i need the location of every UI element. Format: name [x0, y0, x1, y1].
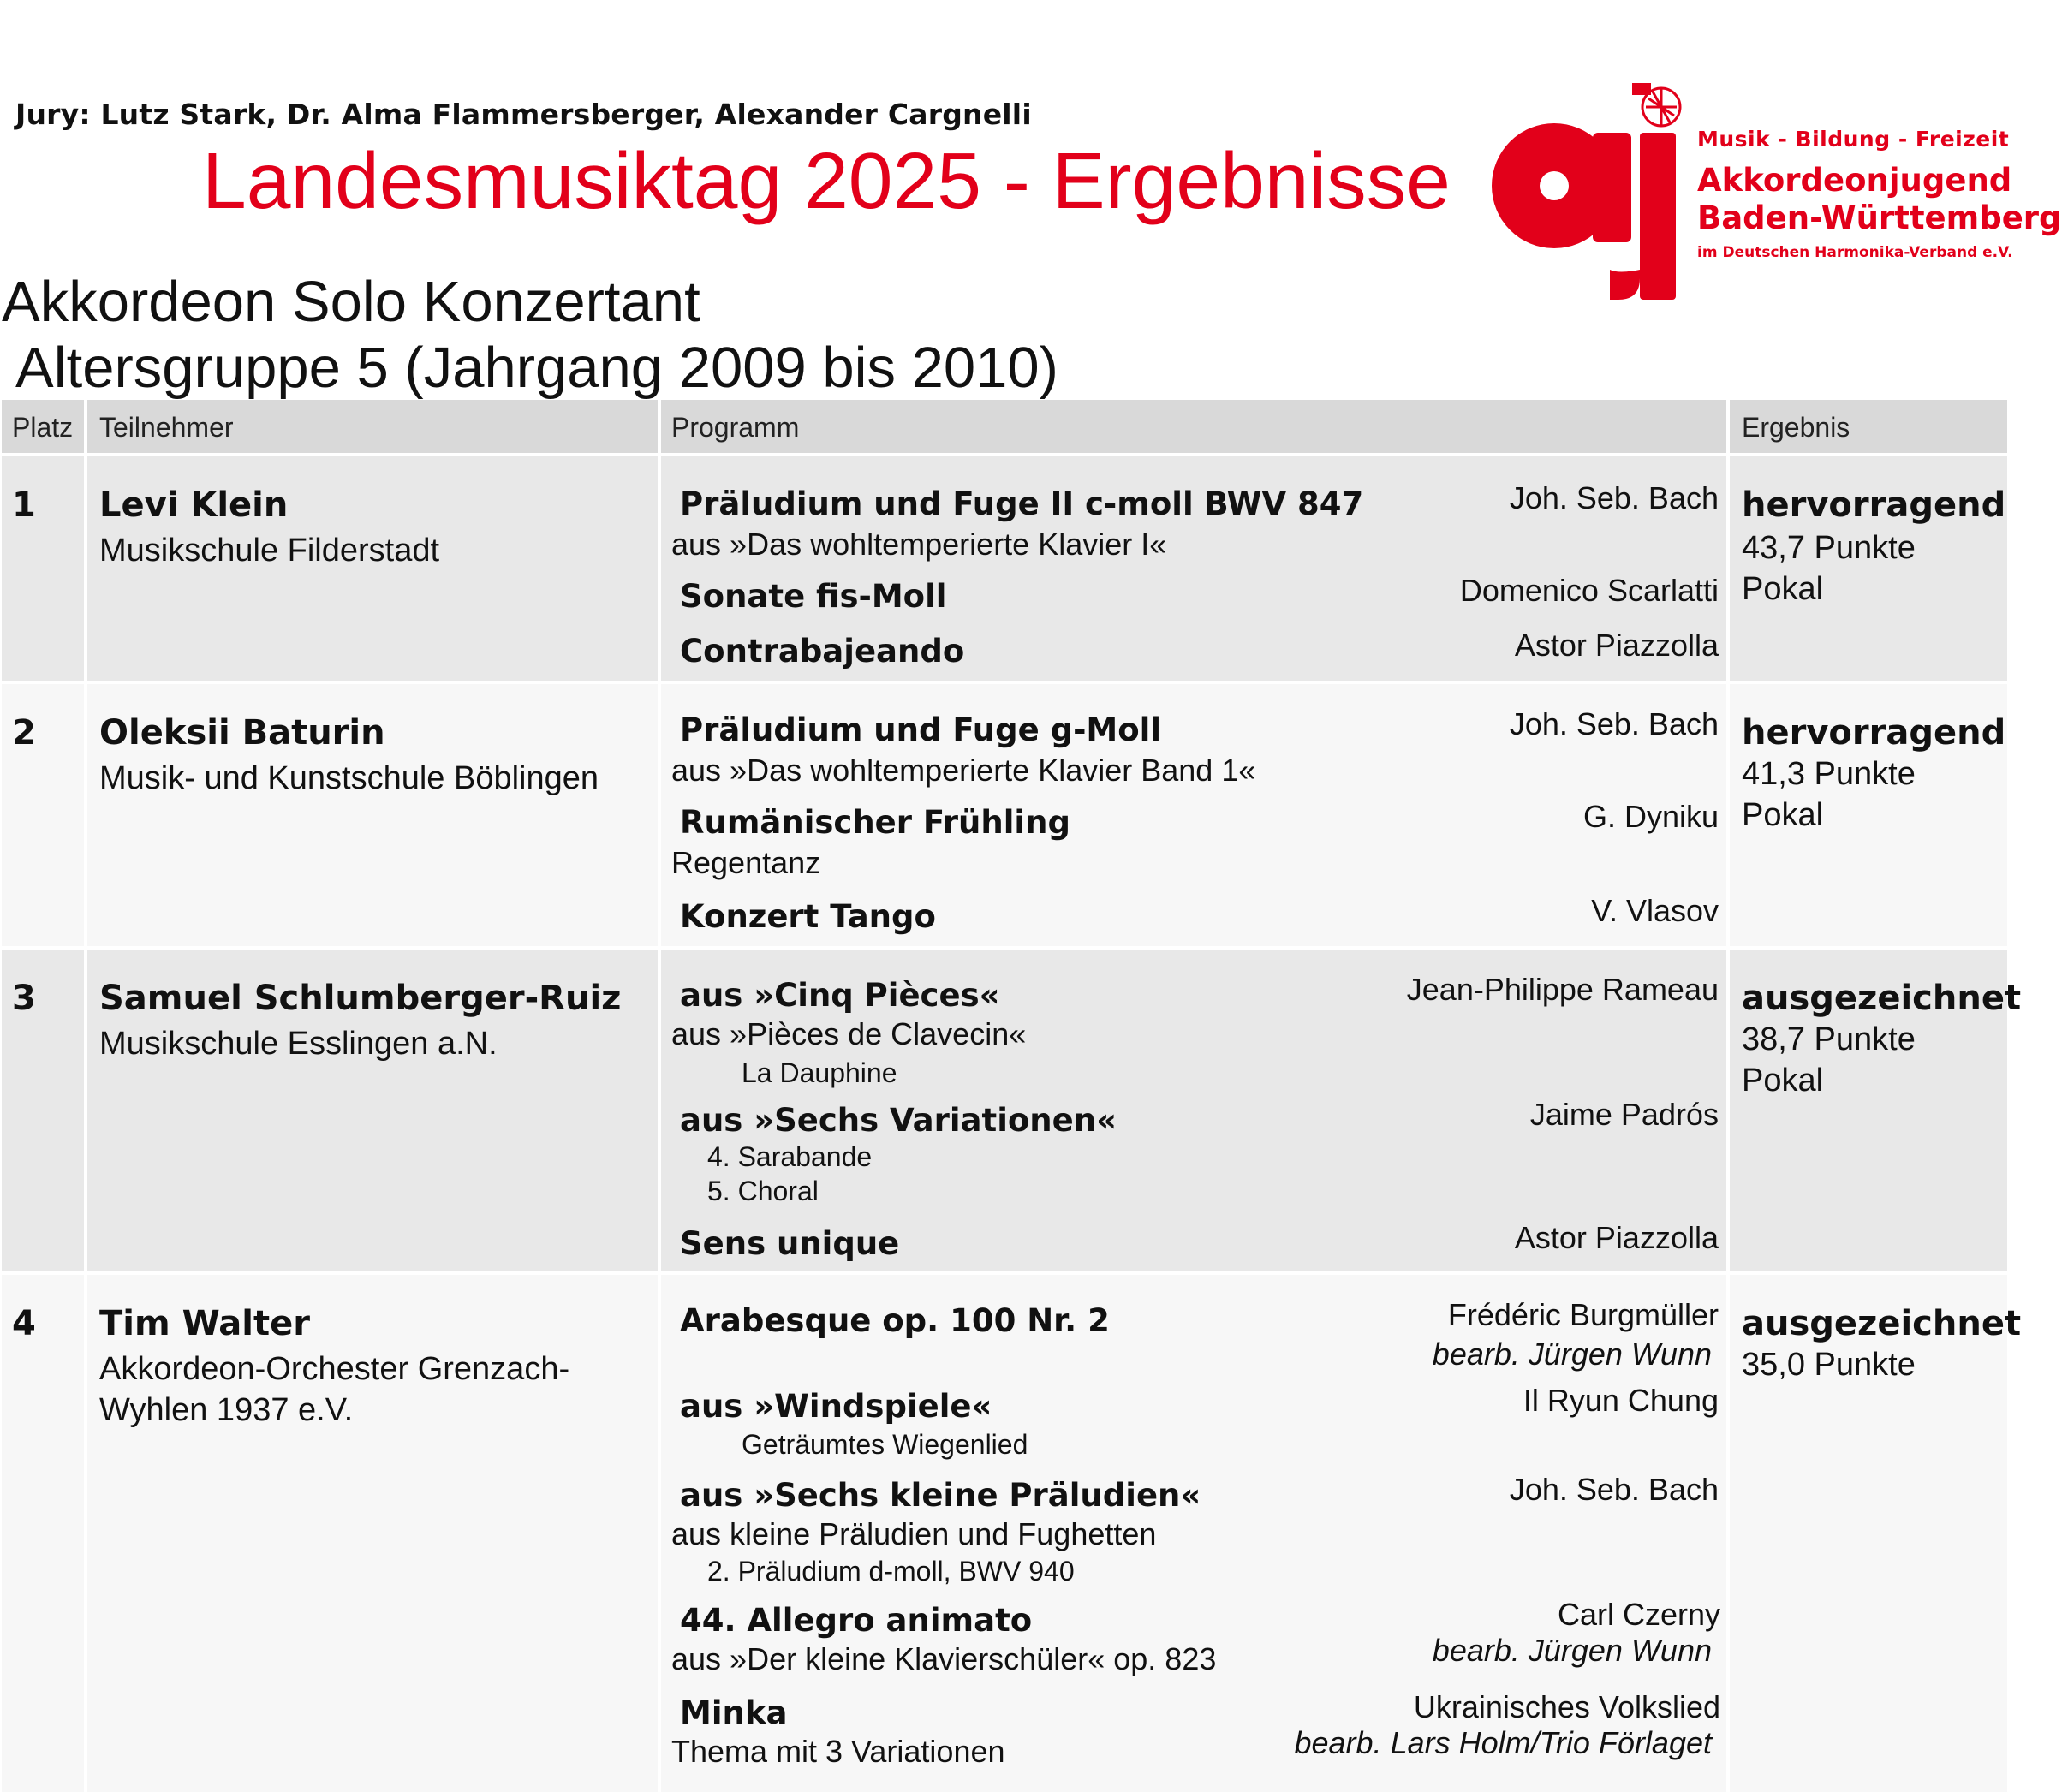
- work-movement: 2. Präludium d-moll, BWV 940: [707, 1556, 1075, 1587]
- table-row: [2, 681, 2007, 946]
- work-title: aus »Cinq Pièces«: [680, 977, 1000, 1014]
- result-award: Pokal: [1742, 1063, 1824, 1098]
- logo-name-line2: Baden-Württemberg: [1697, 199, 2062, 236]
- work-composer: Frédéric Burgmüller: [1447, 1297, 1719, 1332]
- header-place: Platz: [12, 412, 74, 443]
- result-points: 38,7 Punkte: [1742, 1021, 1916, 1057]
- work-composer: V. Vlasov: [1591, 893, 1719, 928]
- work-composer: Joh. Seb. Bach: [1509, 706, 1719, 741]
- result-award: Pokal: [1742, 571, 1824, 607]
- row-place: 2: [12, 713, 36, 753]
- work-arranger: bearb. Jürgen Wunn: [1432, 1337, 1712, 1372]
- work-composer: Astor Piazzolla: [1514, 628, 1719, 663]
- work-title: Contrabajeando: [680, 633, 965, 670]
- work-title: Sonate fis-Moll: [680, 578, 947, 615]
- participant-name: Levi Klein: [99, 485, 289, 525]
- results-table: [2, 400, 2022, 1792]
- jury-line: Jury: Lutz Stark, Dr. Alma Flammersberger, Alexander Cargnelli: [15, 98, 1032, 131]
- work-title: Präludium und Fuge II c-moll BWV 847: [680, 485, 1364, 522]
- logo-subline: im Deutschen Harmonika-Verband e.V.: [1697, 244, 2013, 261]
- result-points: 43,7 Punkte: [1742, 530, 1916, 566]
- participant-school: Musikschule Filderstadt: [99, 533, 440, 569]
- work-composer: Il Ryun Chung: [1523, 1383, 1719, 1418]
- participant-school: Musik- und Kunstschule Böblingen: [99, 760, 599, 796]
- result-points: 41,3 Punkte: [1742, 756, 1916, 792]
- table-row: [2, 1271, 2022, 1792]
- age-group-heading: Altersgruppe 5 (Jahrgang 2009 bis 2010): [15, 336, 1058, 400]
- work-source: aus »Pièces de Clavecin«: [671, 1016, 1027, 1051]
- work-composer: Domenico Scarlatti: [1459, 573, 1719, 608]
- result-award: Pokal: [1742, 797, 1824, 833]
- header-participant: Teilnehmer: [99, 412, 234, 443]
- participant-school: Akkordeon-Orchester Grenzach-Wyhlen 1937 e.V.: [99, 1351, 570, 1428]
- work-title: Arabesque op. 100 Nr. 2: [680, 1302, 1110, 1339]
- work-composer: G. Dyniku: [1582, 799, 1719, 834]
- category-heading: Akkordeon Solo Konzertant: [2, 270, 700, 334]
- work-composer: Carl Czerny: [1557, 1597, 1720, 1632]
- work-title: aus »Sechs kleine Präludien«: [680, 1477, 1201, 1514]
- participant-name: Tim Walter: [99, 1304, 310, 1343]
- work-title: Konzert Tango: [680, 898, 936, 935]
- participant-school: Musikschule Esslingen a.N.: [99, 1026, 498, 1062]
- result-rating: hervorragend: [1742, 713, 2006, 753]
- row-place: 4: [12, 1304, 36, 1343]
- result-points: 35,0 Punkte: [1742, 1347, 1916, 1383]
- work-arranger: bearb. Jürgen Wunn: [1432, 1633, 1712, 1668]
- work-title: Präludium und Fuge g-Moll: [680, 711, 1162, 748]
- logo-name-line1: Akkordeonjugend: [1697, 162, 2012, 199]
- work-movement: La Dauphine: [742, 1057, 897, 1088]
- logo-tagline: Musik - Bildung - Freizeit: [1697, 127, 2010, 152]
- participant-name: Samuel Schlumberger-Ruiz: [99, 979, 622, 1018]
- work-title: 44. Allegro animato: [680, 1602, 1033, 1639]
- table-header: [2, 400, 2007, 453]
- page-title: Landesmusiktag 2025 - Ergebnisse: [202, 136, 1451, 225]
- header-program: Programm: [671, 412, 800, 443]
- result-rating: hervorragend: [1742, 485, 2006, 525]
- work-composer: Astor Piazzolla: [1514, 1220, 1719, 1255]
- work-composer: Jaime Padrós: [1529, 1097, 1719, 1132]
- participant-name: Oleksii Baturin: [99, 713, 385, 753]
- work-composer: Joh. Seb. Bach: [1509, 1472, 1719, 1507]
- work-source: aus »Das wohltemperierte Klavier Band 1«: [671, 753, 1256, 788]
- work-title: Minka: [680, 1694, 788, 1731]
- work-source: aus kleine Präludien und Fughetten: [671, 1516, 1157, 1551]
- result-rating: ausgezeichnet: [1742, 1304, 2022, 1343]
- work-source: aus »Der kleine Klavierschüler« op. 823: [671, 1641, 1217, 1676]
- work-source: aus »Das wohltemperierte Klavier I«: [671, 527, 1167, 562]
- work-movement: Geträumtes Wiegenlied: [742, 1429, 1028, 1460]
- result-rating: ausgezeichnet: [1742, 979, 2022, 1018]
- work-title: Sens unique: [680, 1225, 900, 1262]
- work-title: aus »Windspiele«: [680, 1388, 992, 1425]
- table-row: [2, 453, 2007, 681]
- work-composer: Ukrainisches Volkslied: [1413, 1689, 1720, 1724]
- table-row: [2, 946, 2022, 1271]
- row-place: 3: [12, 979, 36, 1018]
- work-source: Thema mit 3 Variationen: [671, 1734, 1005, 1769]
- work-arranger: bearb. Lars Holm/Trio Förlaget: [1294, 1725, 1712, 1760]
- work-movement: 5. Choral: [707, 1176, 819, 1206]
- work-title: aus »Sechs Variationen«: [680, 1102, 1117, 1139]
- work-composer: Jean-Philippe Rameau: [1406, 972, 1719, 1007]
- work-composer: Joh. Seb. Bach: [1509, 480, 1719, 515]
- work-source: Regentanz: [671, 845, 821, 880]
- work-movement: 4. Sarabande: [707, 1141, 873, 1172]
- row-place: 1: [12, 485, 36, 525]
- header-result: Ergebnis: [1742, 412, 1850, 443]
- work-title: Rumänischer Frühling: [680, 804, 1070, 841]
